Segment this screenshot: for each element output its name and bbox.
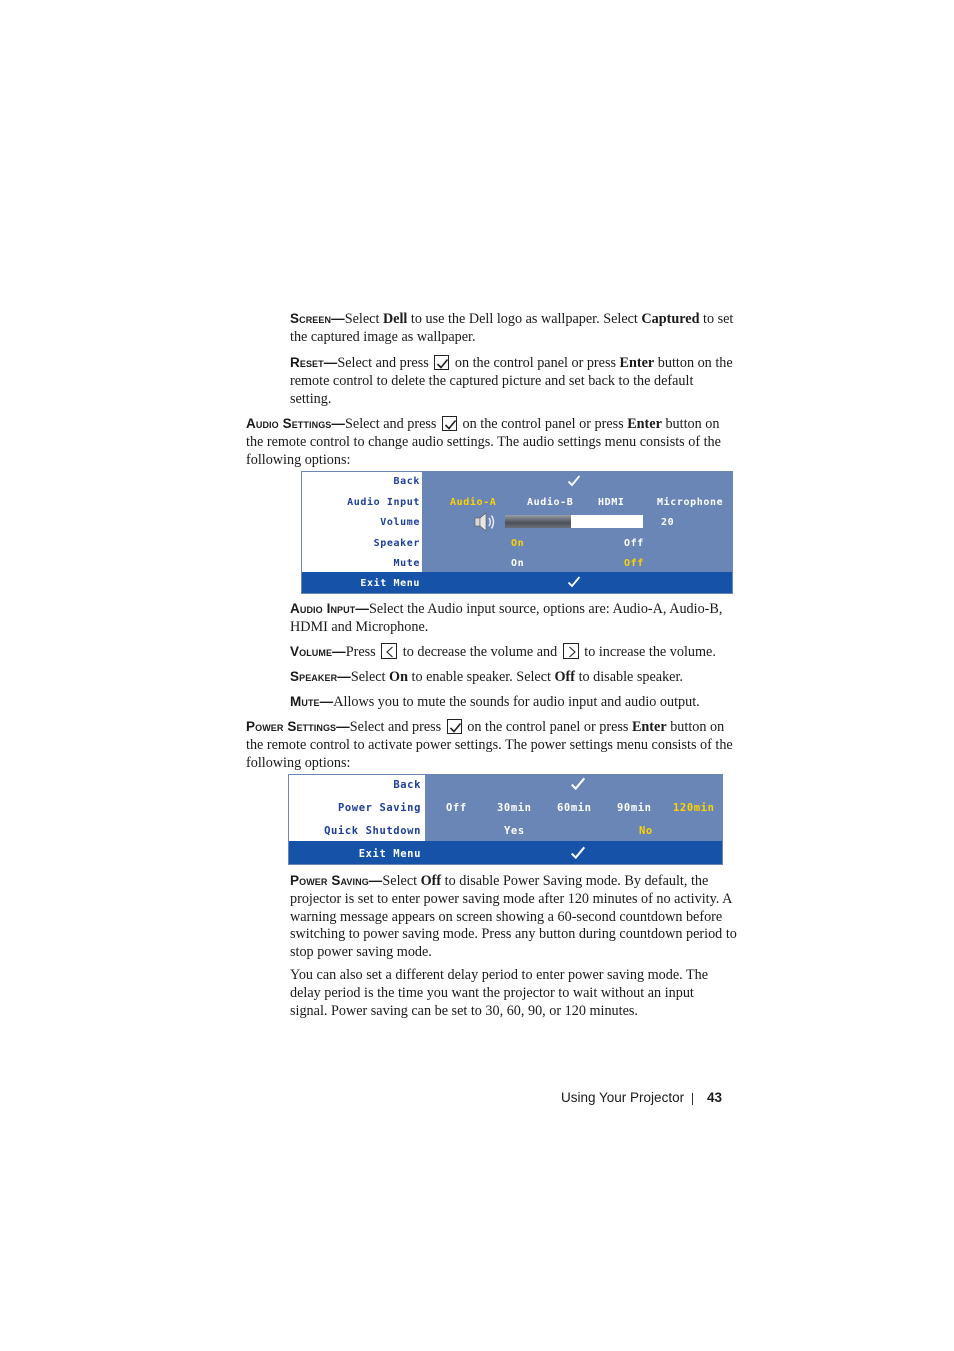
speaker-option-off[interactable]: Off (624, 538, 644, 549)
menu-label-power-saving[interactable]: Power Saving (337, 802, 421, 814)
speaker-option-on[interactable]: On (511, 538, 525, 549)
menu-label-quick-shutdown[interactable]: Quick Shutdown (324, 825, 421, 837)
audio-input-option[interactable]: HDMI (598, 497, 625, 508)
term-speaker: Speaker— (290, 669, 351, 684)
term-volume: Volume— (290, 644, 346, 659)
checkmark-icon[interactable] (567, 474, 581, 491)
checkmark-box-icon (447, 719, 462, 734)
checkmark-icon[interactable] (567, 575, 581, 592)
exit-menu-bar[interactable] (289, 841, 722, 864)
volume-paragraph: Volume—Press to decrease the volume and to increase the volume. (290, 644, 716, 660)
screen-paragraph: Screen—Select Dell to use the Dell logo as wallpaper. Select Captured to set the captured image as wallpaper. (290, 311, 734, 345)
checkmark-icon[interactable] (570, 845, 586, 864)
audio-settings-paragraph: Audio Settings—Select and press on the control panel or press Enter button on the remote control to change audio settings. The audio settings menu consists of the following options: (246, 416, 721, 468)
footer-section-title: Using Your Projector (561, 1090, 685, 1105)
power-saving-option[interactable]: Off (446, 802, 467, 814)
volume-slider[interactable] (505, 515, 643, 528)
left-arrow-icon (381, 643, 397, 659)
term-power-settings: Power Settings— (246, 719, 350, 734)
power-settings-paragraph: Power Settings—Select and press on the control panel or press Enter button on the remote control to activate power settings. The power settings menu consists of the following options: (246, 719, 733, 771)
audio-input-option[interactable]: Microphone (657, 497, 724, 508)
term-screen: Screen— (290, 311, 345, 326)
exit-menu-label[interactable]: Exit Menu (358, 848, 421, 860)
volume-slider-fill (505, 515, 571, 528)
checkmark-box-icon (442, 416, 457, 431)
delay-paragraph: You can also set a different delay period to enter power saving mode. The delay period is the time you want the projector to wait without an input signal. Power saving can be set to 30, 60, 90, or 120 minutes. (290, 967, 709, 1019)
reset-paragraph: Reset—Select and press on the control panel or press Enter button on the remote control to delete the captured picture and set back to the default setting. (290, 355, 733, 407)
power-saving-option[interactable]: 30min (497, 802, 532, 814)
mute-option-on[interactable]: On (511, 558, 525, 569)
power-settings-menu (288, 774, 723, 865)
menu-label-audio-input[interactable]: Audio Input (347, 497, 420, 508)
audio-input-paragraph: Audio Input—Select the Audio input source, options are: Audio-A, Audio-B, HDMI and Microphone. (290, 601, 723, 635)
footer-divider (692, 1093, 693, 1105)
term-reset: Reset— (290, 355, 338, 370)
mute-paragraph: Mute—Allows you to mute the sounds for audio input and audio output. (290, 694, 700, 710)
power-saving-paragraph: Power Saving—Select Off to disable Power Saving mode. By default, the projector is set to enter power saving mode after 120 minutes of no activity. A warning message appears on screen showing a 60-second countdown before switching to power saving mode. Press any button during countdown period to stop power saving mode. (290, 873, 737, 961)
exit-menu-label[interactable]: Exit Menu (360, 578, 420, 589)
power-saving-option[interactable]: 90min (617, 802, 652, 814)
menu-label-back[interactable]: Back (393, 779, 421, 791)
page-number: 43 (707, 1090, 723, 1105)
volume-value: 20 (661, 517, 675, 528)
mute-option-off[interactable]: Off (624, 558, 644, 569)
term-power-saving: Power Saving— (290, 873, 383, 888)
term-audio-input: Audio Input— (290, 601, 369, 616)
power-saving-option[interactable]: 60min (557, 802, 592, 814)
speaker-paragraph: Speaker—Select On to enable speaker. Select Off to disable speaker. (290, 669, 683, 685)
menu-label-mute[interactable]: Mute (393, 558, 420, 569)
checkmark-icon[interactable] (570, 776, 586, 795)
term-audio-settings: Audio Settings— (246, 416, 346, 431)
quick-shutdown-option-yes[interactable]: Yes (504, 825, 525, 837)
quick-shutdown-option-no[interactable]: No (639, 825, 653, 837)
menu-label-speaker[interactable]: Speaker (373, 538, 420, 549)
speaker-icon (473, 511, 497, 536)
power-saving-option[interactable]: 120min (673, 802, 715, 814)
audio-settings-menu (301, 471, 733, 594)
checkmark-box-icon (434, 355, 449, 370)
menu-label-volume[interactable]: Volume (380, 517, 420, 528)
audio-input-option[interactable]: Audio-B (527, 497, 574, 508)
menu-label-back[interactable]: Back (393, 476, 420, 487)
right-arrow-icon (563, 643, 579, 659)
term-mute: Mute— (290, 694, 334, 709)
audio-input-option[interactable]: Audio-A (450, 497, 497, 508)
